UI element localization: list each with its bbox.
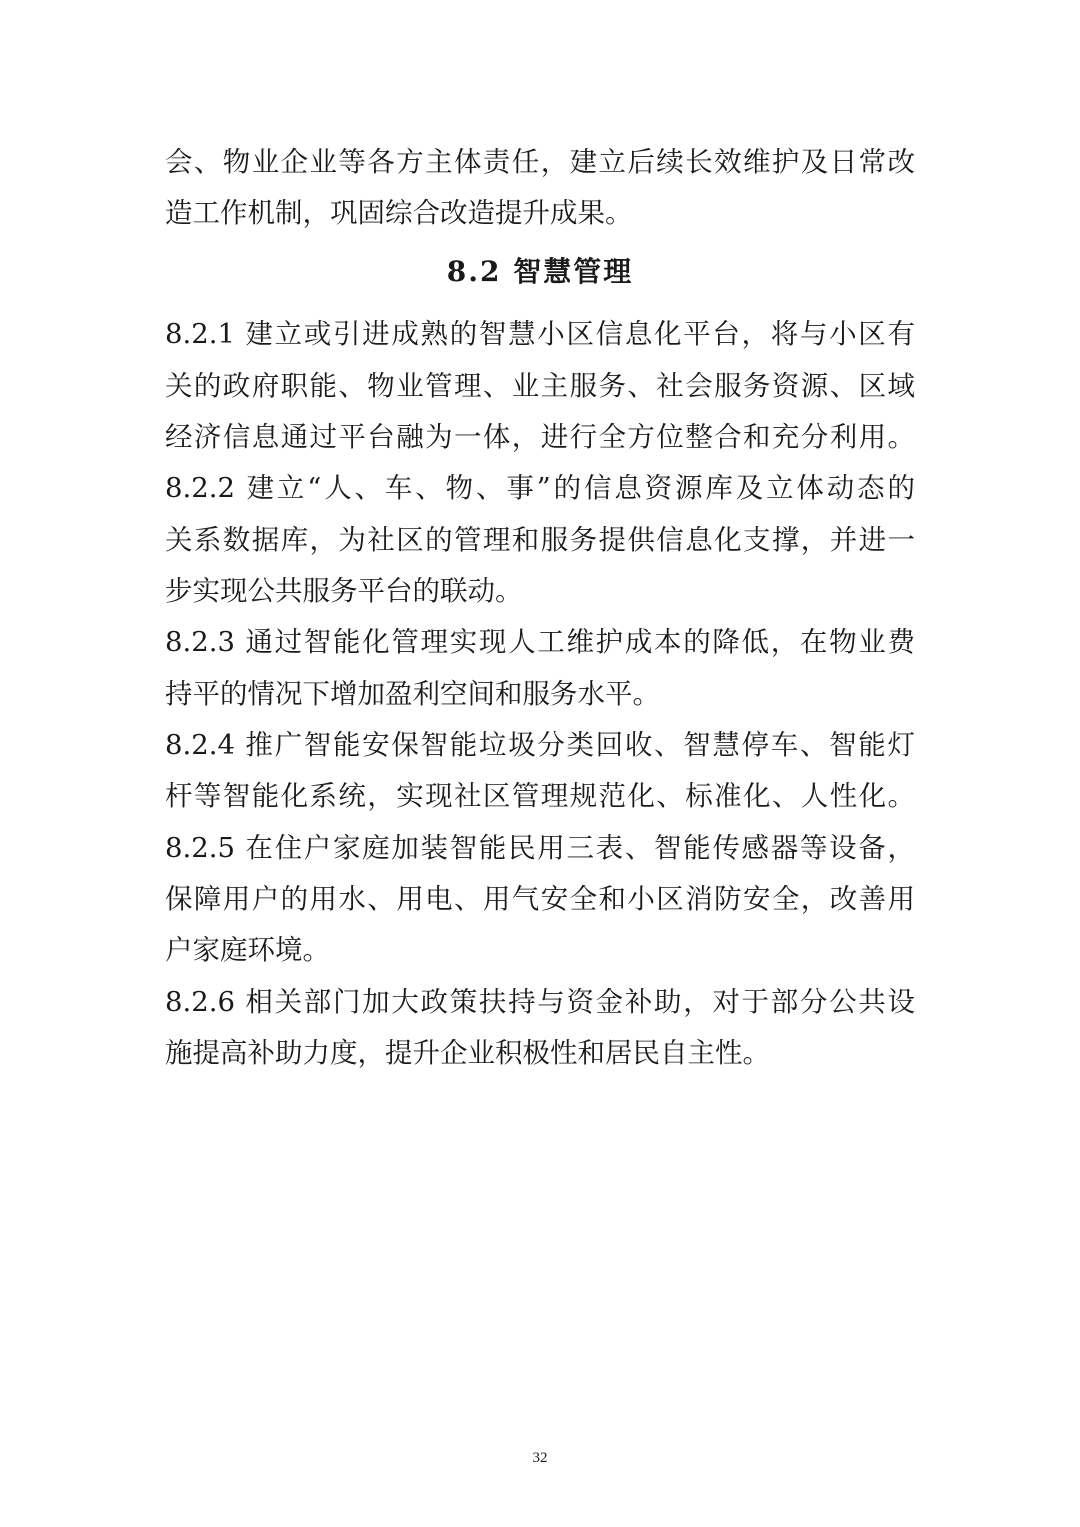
paragraph-line: 步实现公共服务平台的联动。	[165, 575, 523, 607]
paragraph-line: 会、物业企业等各方主体责任，建立后续长效维护及日常改	[165, 146, 915, 178]
page-number: 32	[532, 1450, 548, 1466]
paragraph-line: 保障用户的用水、用电、用气安全和小区消防安全，改善用	[165, 883, 915, 915]
paragraph-line: 关的政府职能、物业管理、业主服务、社会服务资源、区域	[165, 370, 915, 402]
paragraph-line: 经济信息通过平台融为一体，进行全方位整合和充分利用。	[165, 421, 915, 453]
paragraph-line: 8.2.6 相关部门加大政策扶持与资金补助，对于部分公共设	[165, 986, 915, 1018]
paragraph-line: 关系数据库，为社区的管理和服务提供信息化支撑，并进一	[165, 524, 915, 556]
paragraph-line: 8.2.4 推广智能安保智能垃圾分类回收、智慧停车、智能灯	[165, 729, 915, 761]
paragraph-line: 施提高补助力度，提升企业积极性和居民自主性。	[165, 1037, 770, 1069]
paragraph-line: 8.2.2 建立“人、车、物、事”的信息资源库及立体动态的	[165, 472, 915, 504]
paragraph-line: 造工作机制，巩固综合改造提升成果。	[165, 197, 633, 229]
paragraph-line: 杆等智能化系统，实现社区管理规范化、标准化、人性化。	[165, 780, 915, 812]
paragraph-line: 户家庭环境。	[165, 934, 330, 966]
section-heading: 8.2 智慧管理	[446, 255, 634, 288]
paragraph-line: 持平的情况下增加盈利空间和服务水平。	[165, 678, 660, 710]
paragraph-line: 8.2.3 通过智能化管理实现人工维护成本的降低，在物业费	[165, 626, 915, 658]
paragraph-line: 8.2.5 在住户家庭加装智能民用三表、智能传感器等设备，	[165, 832, 915, 864]
paragraph-line: 8.2.1 建立或引进成熟的智慧小区信息化平台，将与小区有	[165, 318, 915, 350]
